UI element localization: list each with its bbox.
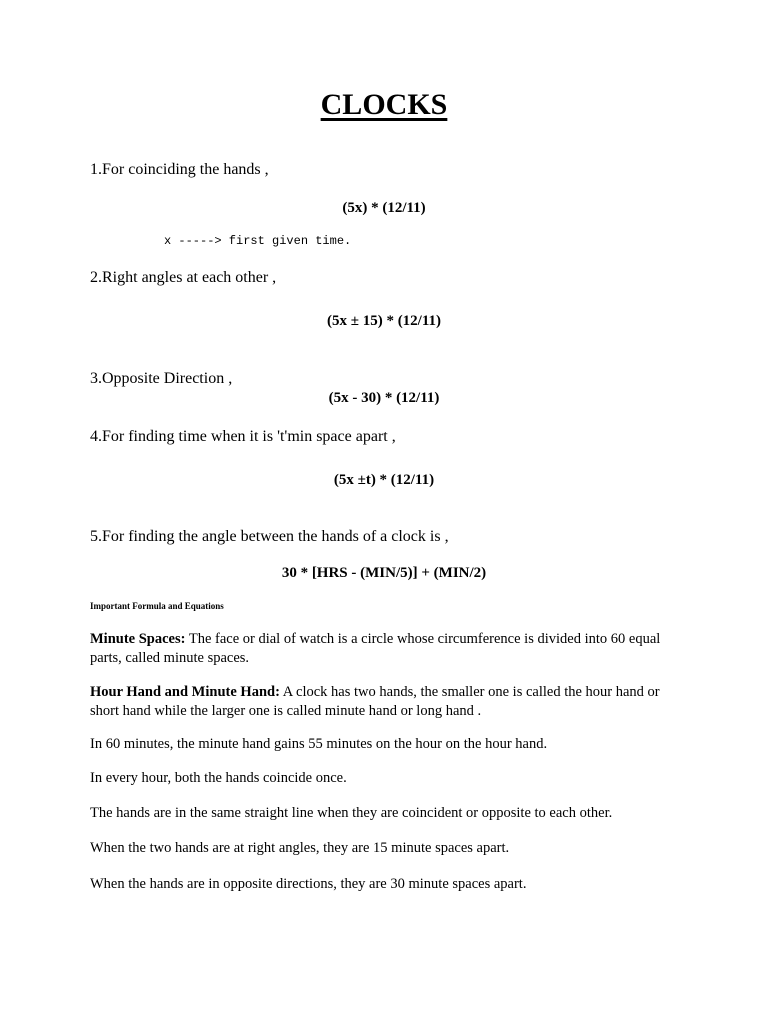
item-3-formula: (5x - 30) * (12/11) [328,390,440,406]
item-4-formula: (5x ±t) * (12/11) [333,472,435,488]
definition-term: Hour Hand and Minute Hand: [90,684,280,700]
item-1-heading: 1.For coinciding the hands , [90,161,269,178]
item-2-heading: 2.Right angles at each other , [90,269,277,286]
fact-paragraph: In every hour, both the hands coincide once. [90,770,347,786]
item-1-formula: (5x) * (12/11) [342,200,426,216]
item-5-heading: 5.For finding the angle between the hands of a clock is , [90,528,449,545]
section-heading: Important Formula and Equations [90,601,224,611]
item-4-heading: 4.For finding time when it is 't'min space apart , [90,428,396,445]
fact-paragraph: When the hands are in opposite directions, they are 30 minute spaces apart. [90,876,527,892]
definition-text: The face or dial of watch is a circle whose circumference is divided into 60 equal parts, called minute spaces. [90,631,661,666]
page-title: CLOCKS [320,88,448,121]
definition-term: Minute Spaces: [90,631,186,647]
definition-minute-spaces [90,630,680,668]
item-5-formula: 30 * [HRS - (MIN/5)] + (MIN/2) [281,565,487,581]
fact-paragraph: In 60 minutes, the minute hand gains 55 minutes on the hour on the hour hand. [90,736,548,752]
fact-paragraph: When the two hands are at right angles, they are 15 minute spaces apart. [90,840,510,856]
item-1-note: x -----> first given time. [164,234,352,248]
definition-text: A clock has two hands, the smaller one is called the hour hand or short hand while the larger one is called minute hand or long hand . [90,684,660,719]
definition-hour-minute-hand [90,683,680,721]
fact-paragraph: The hands are in the same straight line when they are coincident or opposite to each other. [90,805,613,821]
item-2-formula: (5x ± 15) * (12/11) [326,313,442,329]
item-3-heading: 3.Opposite Direction , [90,370,233,387]
